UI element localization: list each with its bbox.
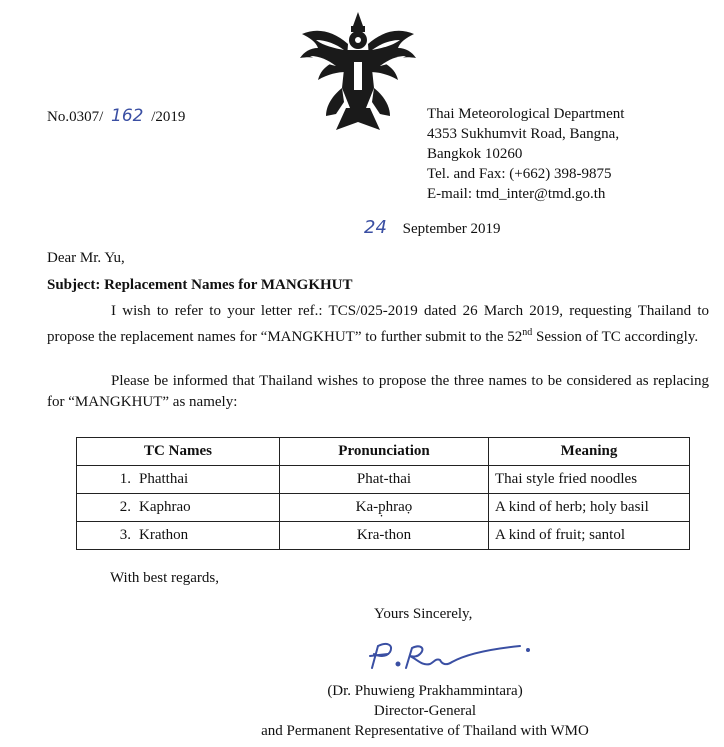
row-number: 1. — [119, 471, 131, 487]
address-line: Thai Meteorological Department — [427, 106, 625, 122]
pronunciation-cell: Phat-thai — [280, 466, 489, 494]
tc-name-cell — [77, 494, 280, 522]
table-row — [77, 494, 690, 522]
meaning-cell: Thai style fried noodles — [489, 466, 690, 494]
reference-number — [47, 106, 185, 127]
meaning-cell: A kind of fruit; santol — [489, 522, 690, 550]
column-header: Pronunciation — [280, 438, 489, 466]
handwritten-signature-icon — [360, 636, 540, 676]
salutation: Dear Mr. Yu, — [47, 250, 125, 266]
closing-sincerely: Yours Sincerely, — [374, 606, 473, 622]
ref-number-handwritten: 162 — [111, 106, 144, 126]
replacement-names-table — [76, 437, 690, 550]
tc-name: Kaphrao — [139, 499, 191, 515]
closing-regards: With best regards, — [110, 570, 219, 586]
date-day-handwritten: 24 — [364, 217, 387, 238]
address-line: 4353 Sukhumvit Road, Bangna, — [427, 126, 620, 142]
letter-date — [364, 218, 501, 239]
body-paragraph-1 — [47, 301, 709, 348]
pronunciation-cell: Kra-thon — [280, 522, 489, 550]
signer-title: Director-General — [373, 703, 477, 719]
ref-prefix: No.0307/ — [47, 109, 104, 125]
table-row — [77, 466, 690, 494]
column-header: TC Names — [77, 438, 280, 466]
tc-name-cell — [77, 522, 280, 550]
row-number: 3. — [119, 527, 131, 543]
column-header: Meaning — [489, 438, 690, 466]
meaning-cell: A kind of herb; holy basil — [489, 494, 690, 522]
para1-text: I wish to refer to your letter ref.: TCS/025-2019 dated 26 March 2019, requesting Thailand to propose the replacement names for “MANGKHUT” to further submit to the 52 — [47, 303, 709, 345]
address-line: Bangkok 10260 — [427, 146, 523, 162]
garuda-emblem-icon — [296, 10, 420, 134]
address-line: Tel. and Fax: (+662) 398-9875 — [427, 166, 612, 182]
address-line: E-mail: tmd_inter@tmd.go.th — [427, 186, 606, 202]
body-paragraph-2: Please be informed that Thailand wishes to propose the three names to be considered as replacing for “MANGKHUT” as namely: — [47, 373, 709, 410]
ref-suffix: /2019 — [151, 109, 186, 125]
tc-name: Phatthai — [139, 471, 189, 487]
subject-line: Subject: Replacement Names for MANGKHUT — [47, 277, 353, 293]
signer-name: (Dr. Phuwieng Prakhammintara) — [327, 683, 523, 699]
table-row — [77, 522, 690, 550]
tc-name: Krathon — [139, 527, 189, 543]
para1-superscript: nd — [522, 327, 533, 338]
pronunciation-cell: Ka-p̣hraọ — [280, 494, 489, 522]
row-number: 2. — [119, 499, 131, 515]
table-header-row — [77, 438, 690, 466]
sender-address — [427, 104, 624, 204]
signer-role: and Permanent Representative of Thailand with WMO — [261, 723, 589, 739]
date-month-year: September 2019 — [402, 221, 501, 237]
para1-text-end: Session of TC accordingly. — [532, 329, 699, 345]
tc-name-cell — [77, 466, 280, 494]
signer-block — [230, 681, 620, 741]
